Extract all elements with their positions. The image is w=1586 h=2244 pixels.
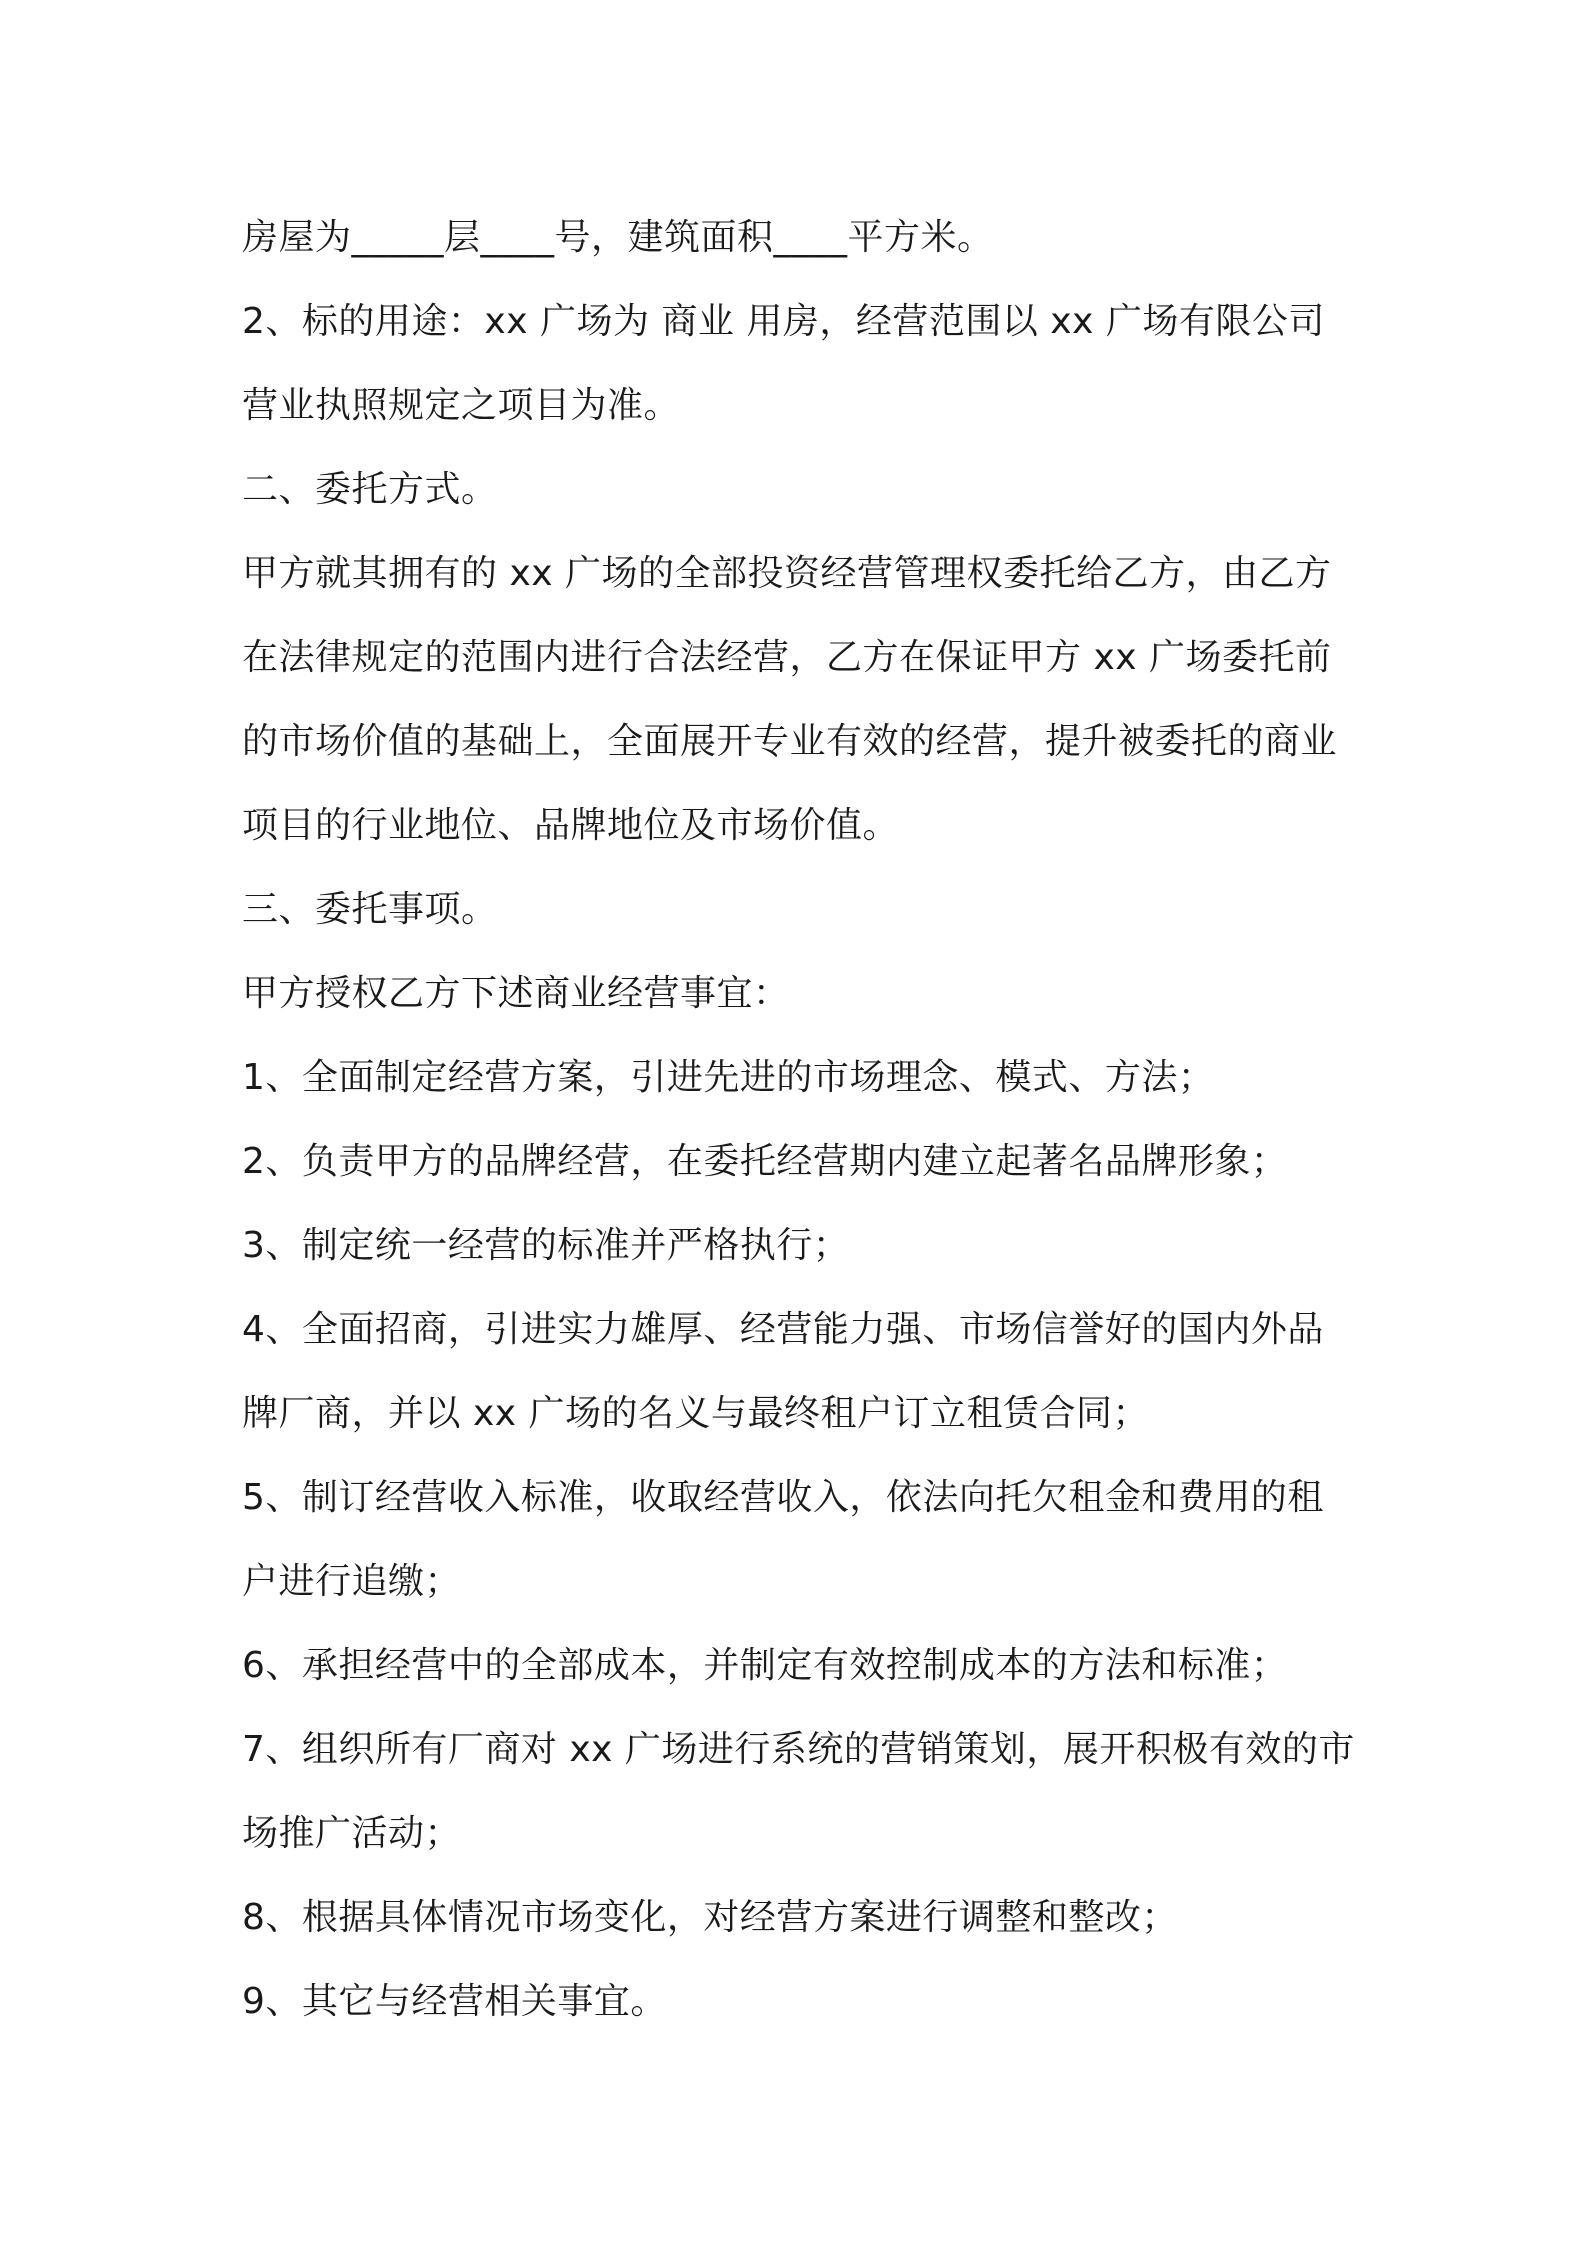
list-item: 8、根据具体情况市场变化，对经营方案进行调整和整改；: [242, 1897, 1178, 1938]
document-body: [242, 196, 1372, 2044]
text-line: 甲方就其拥有的 xx 广场的全部投资经营管理权委托给乙方，由乙方: [242, 553, 1332, 594]
list-item: 7、组织所有厂商对 xx 广场进行系统的营销策划，展开积极有效的市: [242, 1729, 1355, 1770]
text-line: 甲方授权乙方下述商业经营事宜：: [242, 973, 790, 1014]
list-item: 3、制定统一经营的标准并严格执行；: [242, 1225, 850, 1266]
list-item-continuation: 户进行追缴；: [242, 1561, 462, 1602]
list-item: 9、其它与经营相关事宜。: [242, 1981, 667, 2022]
list-item-continuation: 牌厂商，并以 xx 广场的名义与最终租户订立租赁合同；: [242, 1393, 1149, 1434]
section-heading: 三、委托事项。: [242, 889, 498, 930]
list-item: 2、负责甲方的品牌经营，在委托经营期内建立起著名品牌形象；: [242, 1141, 1288, 1182]
text-line: 的市场价值的基础上，全面展开专业有效的经营，提升被委托的商业: [242, 721, 1338, 762]
text-line: 2、标的用途：xx 广场为 商业 用房，经营范围以 xx 广场有限公司: [242, 301, 1325, 342]
list-item: 6、承担经营中的全部成本，并制定有效控制成本的方法和标准；: [242, 1645, 1288, 1686]
list-item: 4、全面招商，引进实力雄厚、经营能力强、市场信誉好的国内外品: [242, 1309, 1324, 1350]
text-line: 房屋为_____层____号，建筑面积____平方米。: [242, 217, 994, 258]
text-line: 营业执照规定之项目为准。: [242, 385, 681, 426]
list-item-continuation: 场推广活动；: [242, 1813, 462, 1854]
list-item: 5、制订经营收入标准，收取经营收入，依法向托欠租金和费用的租: [242, 1477, 1324, 1518]
list-item: 1、全面制定经营方案，引进先进的市场理念、模式、方法；: [242, 1057, 1215, 1098]
text-line: 在法律规定的范围内进行合法经营，乙方在保证甲方 xx 广场委托前: [242, 637, 1332, 678]
section-heading: 二、委托方式。: [242, 469, 498, 510]
text-line: 项目的行业地位、品牌地位及市场价值。: [242, 805, 900, 846]
